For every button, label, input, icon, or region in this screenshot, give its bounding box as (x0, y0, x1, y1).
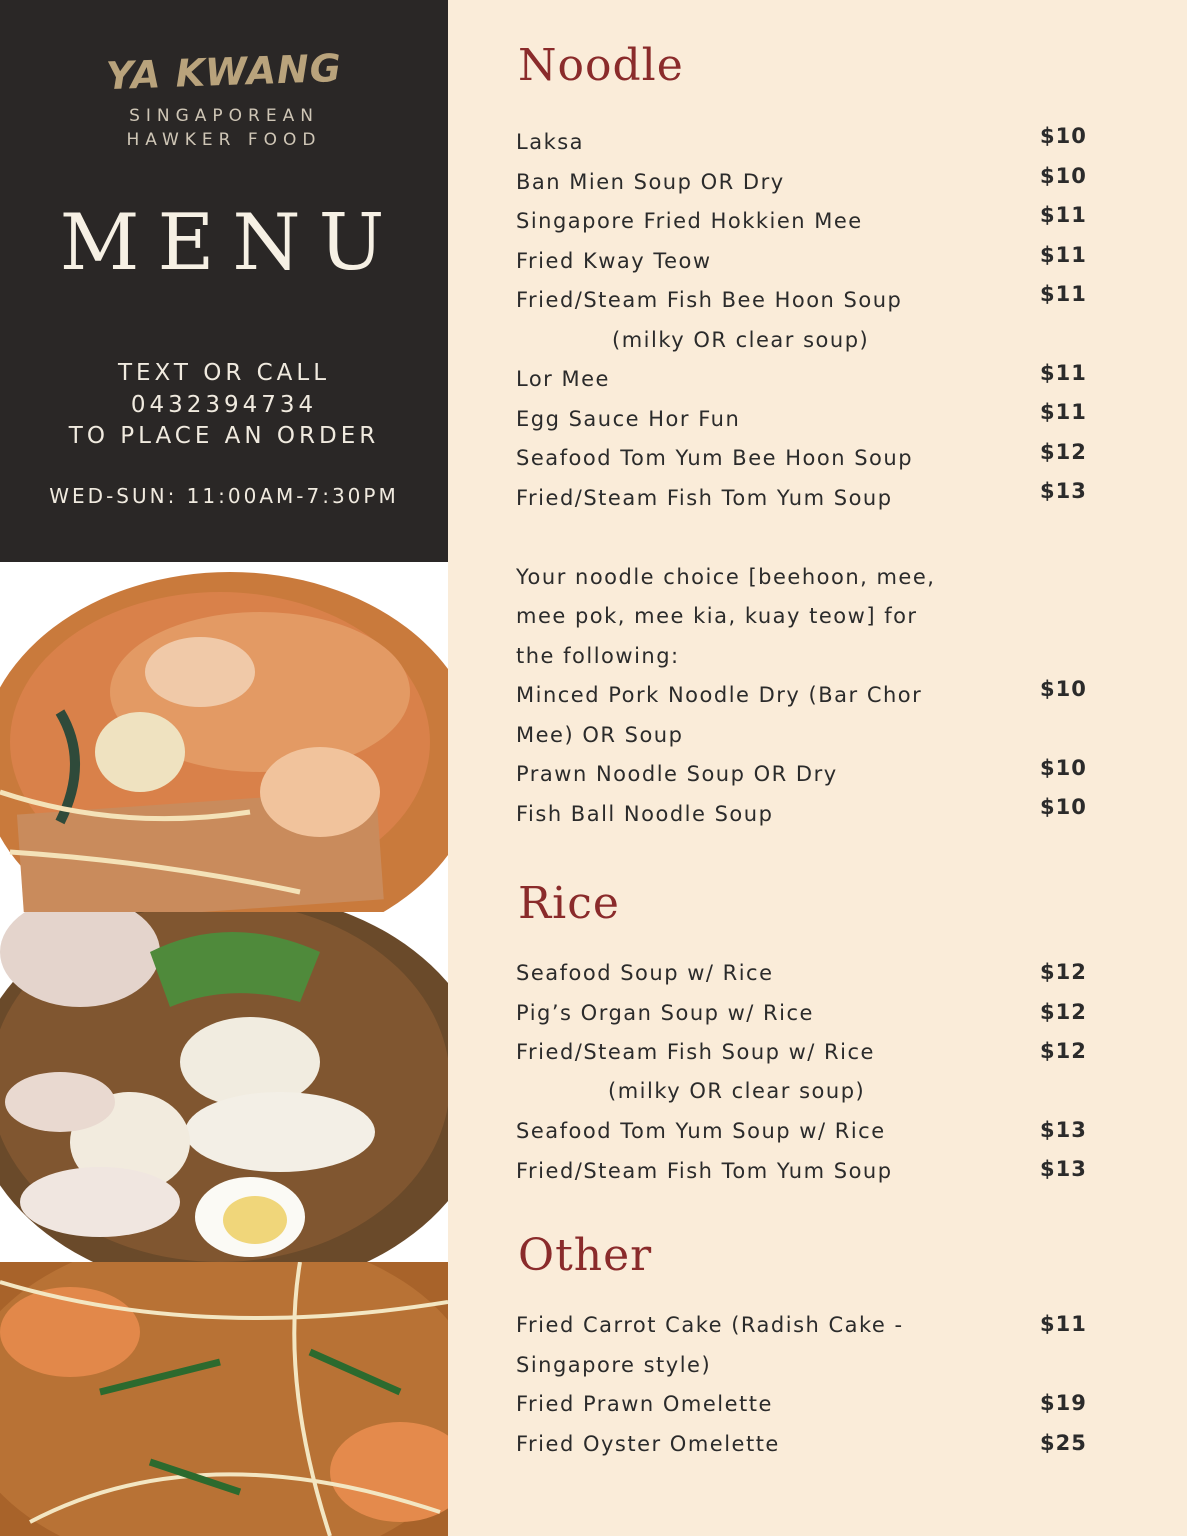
menu-item-name: Seafood Tom Yum Soup w/ Rice (516, 1119, 886, 1143)
laksa-photo (0, 562, 448, 912)
menu-item-price: $13 (1040, 1118, 1087, 1142)
menu-item-price: $12 (1040, 960, 1087, 984)
section-title-noodle: Noodle (518, 40, 684, 91)
menu-item-name: Fried Oyster Omelette (516, 1432, 780, 1456)
menu-column (448, 0, 1187, 1536)
menu-item-price: $11 (1040, 400, 1087, 424)
contact-text-line: TEXT OR CALL (117, 360, 331, 386)
menu-item-price: $11 (1040, 1312, 1087, 1336)
menu-item-name: Fish Ball Noodle Soup (516, 802, 774, 826)
menu-item-name: Lor Mee (516, 367, 610, 391)
menu-item-price: $19 (1040, 1391, 1087, 1415)
menu-item-price: $12 (1040, 1000, 1087, 1024)
menu-title: MENU (59, 198, 403, 288)
menu-item-price: $10 (1040, 756, 1087, 780)
menu-item-price: $10 (1040, 164, 1087, 188)
menu-item-price: $11 (1040, 203, 1087, 227)
menu-item-name: Egg Sauce Hor Fun (516, 407, 741, 431)
menu-item-price: $13 (1040, 479, 1087, 503)
fish-soup-photo (0, 912, 448, 1262)
menu-item-price: $12 (1040, 1039, 1087, 1063)
menu-item-name: Fried/Steam Fish Tom Yum Soup (516, 1159, 893, 1183)
section-title-other: Other (518, 1230, 653, 1281)
menu-item-note: (milky OR clear soup) (608, 1079, 866, 1103)
phone-number[interactable]: 0432394734 (130, 392, 318, 418)
menu-item-price: $11 (1040, 361, 1087, 385)
tagline-line-2: HAWKER FOOD (126, 130, 322, 150)
section-title-rice: Rice (518, 878, 620, 929)
menu-item-name: Fried Kway Teow (516, 249, 712, 273)
menu-item-price: $11 (1040, 282, 1087, 306)
menu-item-name: Fried/Steam Fish Tom Yum Soup (516, 486, 893, 510)
menu-item-price: $12 (1040, 440, 1087, 464)
menu-item-name: Fried Prawn Omelette (516, 1392, 773, 1416)
restaurant-name: YA KWANG (105, 45, 343, 99)
menu-item-price: $10 (1040, 124, 1087, 148)
left-column (0, 0, 448, 1536)
menu-item-name: Laksa (516, 130, 585, 154)
brand-panel (0, 0, 448, 562)
menu-item-name-continued: Mee) OR Soup (516, 723, 684, 747)
menu-item-name: Minced Pork Noodle Dry (Bar Chor (516, 683, 923, 707)
noodle-choice-text: Your noodle choice [beehoon, mee, (516, 565, 936, 589)
menu-item-name: Prawn Noodle Soup OR Dry (516, 762, 838, 786)
menu-item-name: Fried/Steam Fish Bee Hoon Soup (516, 288, 903, 312)
tagline-line-1: SINGAPOREAN (129, 106, 319, 126)
noodle-choice-text: mee pok, mee kia, kuay teow] for (516, 604, 918, 628)
menu-item-name: Ban Mien Soup OR Dry (516, 170, 785, 194)
noodle-choice-text: the following: (516, 644, 680, 668)
menu-item-price: $10 (1040, 677, 1087, 701)
menu-item-name: Singapore Fried Hokkien Mee (516, 209, 863, 233)
menu-item-name: Fried Carrot Cake (Radish Cake - (516, 1313, 904, 1337)
menu-item-price: $13 (1040, 1157, 1087, 1181)
menu-item-name: Seafood Soup w/ Rice (516, 961, 774, 985)
menu-item-price: $25 (1040, 1431, 1087, 1455)
menu-item-name: Fried/Steam Fish Soup w/ Rice (516, 1040, 875, 1064)
menu-item-note: (milky OR clear soup) (612, 328, 870, 352)
menu-item-name-continued: Singapore style) (516, 1353, 712, 1377)
menu-item-name: Pig’s Organ Soup w/ Rice (516, 1001, 814, 1025)
menu-item-name: Seafood Tom Yum Bee Hoon Soup (516, 446, 914, 470)
opening-hours: WED-SUN: 11:00AM-7:30PM (49, 484, 399, 508)
menu-item-price: $10 (1040, 795, 1087, 819)
fried-kway-teow-photo (0, 1262, 448, 1536)
menu-item-price: $11 (1040, 243, 1087, 267)
order-instruction: TO PLACE AN ORDER (68, 423, 380, 449)
